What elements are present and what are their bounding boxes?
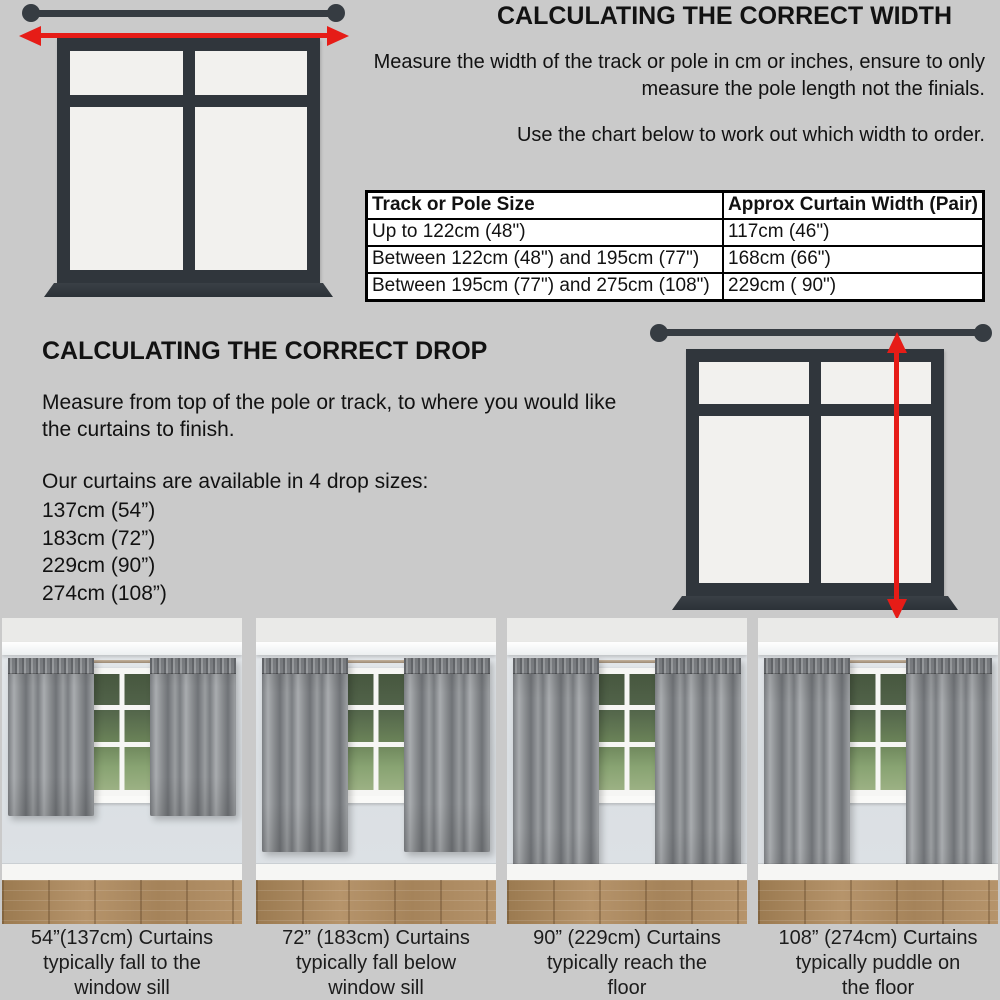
width-measure-arrow-icon [40,33,328,38]
size-table-header-row [367,192,984,220]
drop-sizes-intro: Our curtains are available in 4 drop sizes: [42,470,429,493]
table-row [367,219,984,246]
window-view-foliage [338,674,414,790]
curtain-photo-90in [507,618,747,924]
caption-line: window sill [74,977,170,999]
curtain-panel-left [513,658,599,884]
crown-molding [507,642,747,655]
curtain-pole-graphic [32,10,337,17]
wall-top [758,618,998,642]
drop-size-item: 274cm (108”) [42,581,167,605]
caption-line: 108” (274cm) Curtains [778,927,978,949]
window-pane [699,416,809,583]
drop-instructions: Measure from top of the pole or track, to where you would like the curtains to finish. [42,391,617,441]
window-pane [821,416,931,583]
width-chart-hint: Use the chart below to work out which width to order. [516,124,985,146]
width-section-title: CALCULATING THE CORRECT WIDTH [496,2,953,30]
drop-size-item: 183cm (72”) [42,526,156,550]
caption-line: 72” (183cm) Curtains [282,927,470,949]
photo-caption-90in [507,926,747,1000]
window-view-foliage [589,674,665,790]
wood-floor [2,880,242,924]
window-mullion [840,742,916,747]
table-row [367,273,984,301]
curtain-panel-left [262,658,348,852]
baseboard [507,864,747,880]
wood-floor [256,880,496,924]
photo-caption-108in [758,926,998,1000]
window-mullion [625,674,630,790]
photo-caption-72in [256,926,496,1000]
curtain-panel-right [150,658,236,816]
drop-measure-arrow-icon [894,352,899,600]
cell-curtain-width: 168cm (66") [723,246,984,273]
col-header-curtain-width: Approx Curtain Width (Pair) [723,192,984,220]
window-pane [195,51,308,95]
window-pane [699,362,809,404]
wall-top [507,618,747,642]
drop-section-title: CALCULATING THE CORRECT DROP [42,337,488,365]
col-header-track-size: Track or Pole Size [367,192,724,220]
window-mullion [84,742,160,747]
baseboard [256,864,496,880]
wall-top [2,618,242,642]
caption-line: typically puddle on [795,952,961,974]
curtain-photo-72in [256,618,496,924]
caption-line: 54”(137cm) Curtains [30,927,214,949]
crown-molding [2,642,242,655]
caption-line: typically fall below [295,952,457,974]
cell-track-size: Up to 122cm (48") [367,219,724,246]
baseboard [2,864,242,880]
cell-track-size: Between 122cm (48") and 195cm (77") [367,246,724,273]
size-table [365,190,985,302]
window-sill-graphic [672,596,958,610]
caption-line: 90” (229cm) Curtains [533,927,721,949]
arrowhead-left-icon [19,26,41,46]
arrowhead-down-icon [887,599,907,620]
window-mullion [589,705,665,710]
window-mullion [84,705,160,710]
cell-track-size: Between 195cm (77") and 275cm (108") [367,273,724,301]
curtain-pole-graphic [660,329,982,336]
baseboard [758,864,998,880]
caption-line: floor [607,977,647,999]
caption-line: typically fall to the [43,952,201,974]
window-graphic-drop [686,349,944,596]
window-mullion [338,705,414,710]
drop-sizes-list [42,497,442,607]
window-view-foliage [84,674,160,790]
curtain-panel-right [404,658,490,852]
drop-size-item: 229cm (90”) [42,554,156,577]
arrowhead-right-icon [327,26,349,46]
caption-line: window sill [328,977,424,999]
arrowhead-up-icon [887,332,907,353]
window-pane [195,107,308,270]
window-pane [821,362,931,404]
window-pane [70,51,183,95]
window-sill-graphic [44,283,333,297]
curtain-panel-left [8,658,94,816]
window-panes [70,51,307,270]
crown-molding [758,642,998,655]
window-mullion [338,742,414,747]
cell-curtain-width: 229cm ( 90") [723,273,984,301]
curtain-photo-108in [758,618,998,924]
wall-top [256,618,496,642]
crown-molding [256,642,496,655]
window-mullion [374,674,379,790]
curtain-photo-54in [2,618,242,924]
cell-curtain-width: 117cm (46") [723,219,984,246]
table-row [367,246,984,273]
caption-line: typically reach the [546,952,708,974]
window-pane [70,107,183,270]
wood-floor [507,880,747,924]
width-instructions: Measure the width of the track or pole in cm or inches, ensure to only measure the pole length not the finials. [373,51,985,100]
window-mullion [120,674,125,790]
window-view-foliage [840,674,916,790]
drop-size-item: 137cm (54”) [42,499,156,522]
window-mullion [589,742,665,747]
window-mullion [876,674,881,790]
photo-caption-54in [2,926,242,1000]
window-mullion [840,705,916,710]
wood-floor [758,880,998,924]
window-graphic-width [57,38,320,283]
curtain-panel-right [655,658,741,884]
caption-line: the floor [841,977,915,999]
